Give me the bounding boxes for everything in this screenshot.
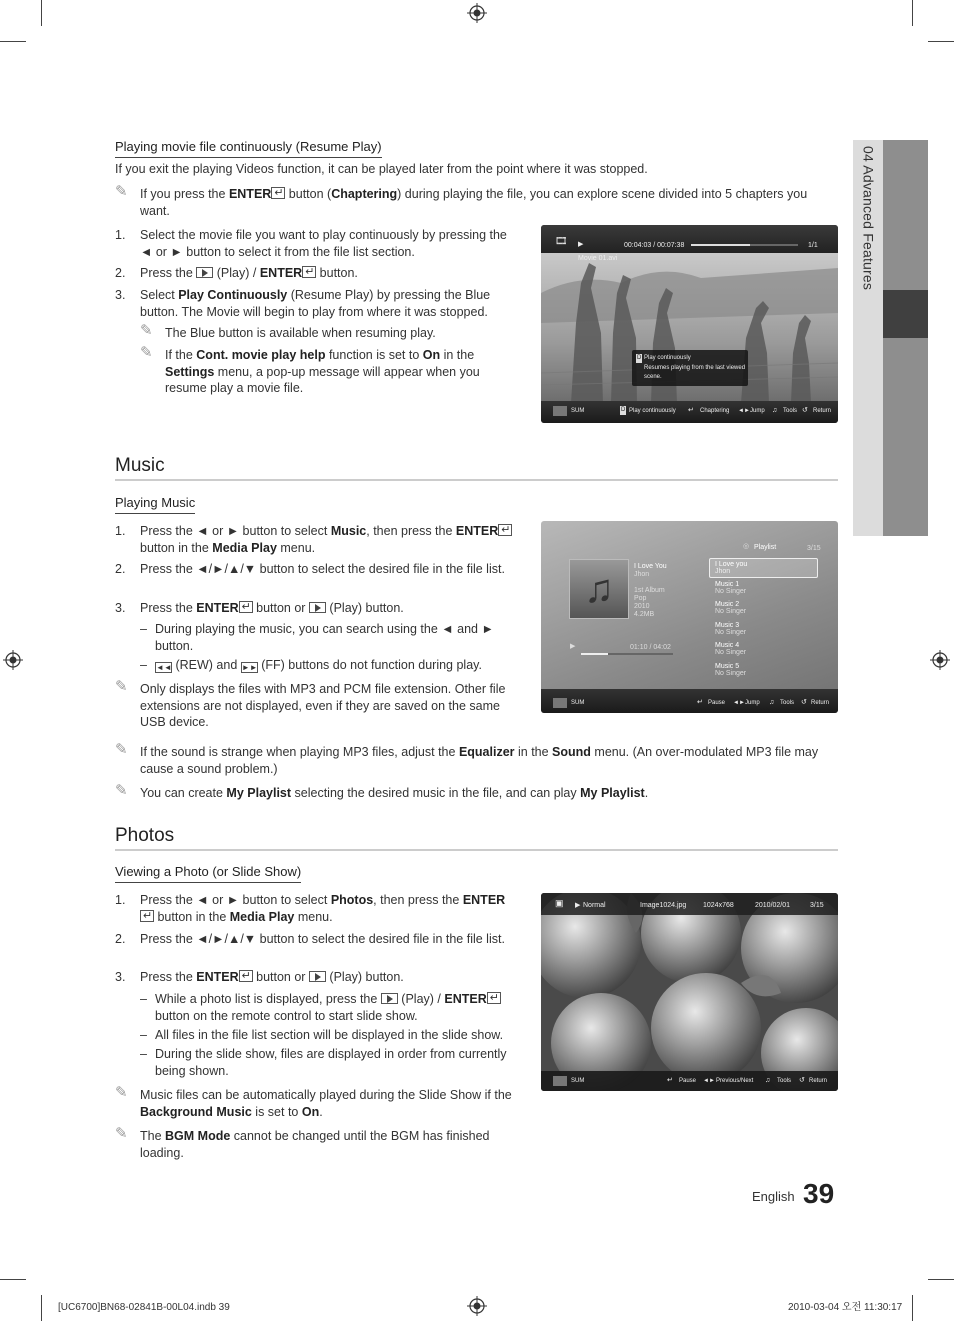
footer-file-info: [UC6700]BN68-02841B-00L04.indb 39 [58, 1302, 230, 1313]
note-pencil-icon: ✎ [115, 1084, 128, 1101]
crop-mark [0, 1279, 26, 1280]
side-tab-strip [883, 140, 928, 536]
note-pencil-icon: ✎ [115, 741, 128, 758]
slide-mode: Normal [583, 902, 606, 909]
rew-key-icon: ◄◄ [156, 663, 172, 672]
playlist-item-title[interactable]: Music 3 [715, 622, 740, 629]
control-return[interactable]: Return [811, 700, 830, 706]
control-return[interactable]: Return [813, 408, 832, 414]
crop-mark [928, 41, 954, 42]
crop-mark [41, 1295, 42, 1321]
video-icon: 🎞 [555, 236, 568, 247]
album-art [569, 559, 629, 619]
photo-viewer-screenshot [541, 893, 838, 1091]
playlist-item-title[interactable]: Music 2 [715, 601, 740, 608]
playlist-item-title[interactable]: Music 1 [715, 581, 740, 588]
control-jump[interactable]: Jump [750, 408, 765, 414]
usb-device-icon [553, 406, 567, 416]
track-artist: Jhon [634, 571, 650, 578]
control-pause[interactable]: Pause [708, 700, 726, 706]
control-tools[interactable]: Tools [777, 1078, 792, 1084]
control-play-continuously[interactable]: Play continuously [629, 408, 676, 414]
play-key-icon [196, 267, 213, 278]
photo-file-count: 3/15 [810, 902, 824, 909]
return-icon: ↺ [802, 407, 808, 414]
playlist-icon: ◎ [743, 543, 750, 550]
registration-mark-icon [467, 3, 487, 23]
device-label: SUM [571, 408, 585, 414]
enter-key-icon [271, 187, 285, 199]
playlist-item-artist: No Singer [715, 608, 747, 615]
side-tab-marker [883, 290, 928, 338]
playlist-label: Playlist [754, 544, 777, 551]
registration-mark-icon [930, 650, 950, 670]
usb-device-icon [553, 698, 567, 708]
play-state-icon: ▶ [578, 241, 584, 248]
photos-section-title: Photos [115, 825, 838, 851]
note-pencil-icon: ✎ [115, 1125, 128, 1142]
playlist-item-title[interactable]: Music 5 [715, 663, 740, 670]
note-pencil-icon: ✎ [115, 183, 128, 200]
photo-resolution: 1024x768 [703, 902, 734, 909]
play-state-icon: ▶ [570, 643, 576, 650]
chapter-label: 04 Advanced Features [860, 146, 877, 291]
play-key-icon [309, 602, 326, 613]
return-icon: ↺ [801, 699, 807, 706]
enter-key-icon [302, 266, 316, 278]
left-right-icon: ◄► [703, 1078, 715, 1084]
apples-photo-image [541, 893, 838, 1091]
track-year: 2010 [634, 603, 650, 610]
return-icon: ↺ [799, 1077, 805, 1084]
control-chaptering[interactable]: Chaptering [700, 408, 730, 414]
enter-key-icon: ↵ [688, 407, 694, 414]
video-progress-bar [691, 244, 798, 246]
resume-popup [632, 350, 748, 386]
page-language: English [752, 1189, 795, 1204]
blue-button-icon: D [621, 407, 626, 413]
enter-key-icon: ↵ [697, 699, 703, 706]
music-progress-bar [581, 653, 673, 655]
play-key-icon [309, 971, 326, 982]
control-tools[interactable]: Tools [783, 408, 798, 414]
popup-text: Resumes playing from the last viewed scene. [644, 365, 746, 380]
control-return[interactable]: Return [809, 1078, 828, 1084]
playlist-item-artist: No Singer [715, 649, 747, 656]
crop-mark [41, 0, 42, 26]
track-genre: Pop [634, 595, 647, 602]
crop-mark [912, 0, 913, 26]
playing-music-heading: Playing Music [115, 495, 195, 514]
enter-key-icon [239, 601, 253, 613]
tools-icon: ♫ [769, 699, 775, 706]
note-pencil-icon: ✎ [115, 782, 128, 799]
enter-key-icon: ↵ [667, 1077, 673, 1084]
registration-mark-icon [3, 650, 23, 670]
playlist-item-artist: No Singer [715, 629, 747, 636]
video-time: 00:04:03 / 00:07:38 [624, 242, 685, 249]
registration-mark-icon [467, 1296, 487, 1316]
music-note-icon: ♫ [584, 567, 614, 611]
music-section-title: Music [115, 455, 838, 481]
control-pause[interactable]: Pause [679, 1078, 697, 1084]
track-title: I Love You [634, 563, 667, 570]
popup-title: Play continuously [644, 355, 691, 361]
note-pencil-icon: ✎ [140, 322, 153, 339]
photo-icon: ▣ [555, 898, 564, 908]
enter-key-icon [239, 970, 253, 982]
viewing-photo-heading: Viewing a Photo (or Slide Show) [115, 864, 301, 883]
tools-icon: ♫ [772, 407, 778, 414]
music-time: 01:10 / 04:02 [630, 644, 671, 651]
enter-key-icon [140, 910, 154, 922]
photo-file-name: Image1024.jpg [640, 902, 687, 909]
tools-icon: ♫ [765, 1077, 771, 1084]
ff-key-icon: ►► [241, 663, 258, 672]
playlist-item-artist: No Singer [715, 670, 747, 677]
footer-timestamp: 2010-03-04 오전 11:30:17 [788, 1302, 903, 1313]
blue-button-icon: D [637, 355, 642, 361]
music-player-screenshot [541, 521, 838, 713]
video-file-name: Movie 01.avi [578, 255, 618, 262]
resume-intro: If you exit the playing Videos function, it can be played later from the point where it was stopped. [115, 162, 648, 176]
movie-player-screenshot [541, 225, 838, 423]
crop-mark [912, 1295, 913, 1321]
control-previous-next[interactable]: Previous/Next [716, 1078, 754, 1084]
playlist-item-title[interactable]: Music 4 [715, 642, 740, 649]
enter-key-icon [487, 992, 501, 1004]
music-file-count: 3/15 [807, 545, 821, 552]
track-size: 4.2MB [634, 611, 655, 618]
play-state-icon: ▶ [575, 902, 581, 909]
playlist-item-artist: No Singer [715, 588, 747, 595]
play-key-icon [381, 993, 398, 1004]
page-number: 39 [803, 1178, 835, 1209]
playlist-item-title[interactable]: I Love you [715, 561, 748, 568]
left-right-icon: ◄► [733, 700, 745, 706]
left-right-icon: ◄► [738, 408, 750, 414]
crop-mark [0, 41, 26, 42]
resume-play-heading: Playing movie file continuously (Resume Play) [115, 139, 382, 158]
note-pencil-icon: ✎ [140, 344, 153, 361]
video-file-count: 1/1 [808, 242, 818, 249]
enter-key-icon [498, 524, 512, 536]
note-pencil-icon: ✎ [115, 678, 128, 695]
device-label: SUM [571, 1078, 585, 1084]
photo-date: 2010/02/01 [755, 902, 791, 909]
device-label: SUM [571, 700, 585, 706]
crop-mark [928, 1279, 954, 1280]
usb-device-icon [553, 1076, 567, 1086]
control-tools[interactable]: Tools [780, 700, 795, 706]
control-jump[interactable]: Jump [745, 700, 760, 706]
playlist-item-artist: Jhon [715, 568, 731, 575]
track-album: 1st Album [634, 587, 665, 594]
